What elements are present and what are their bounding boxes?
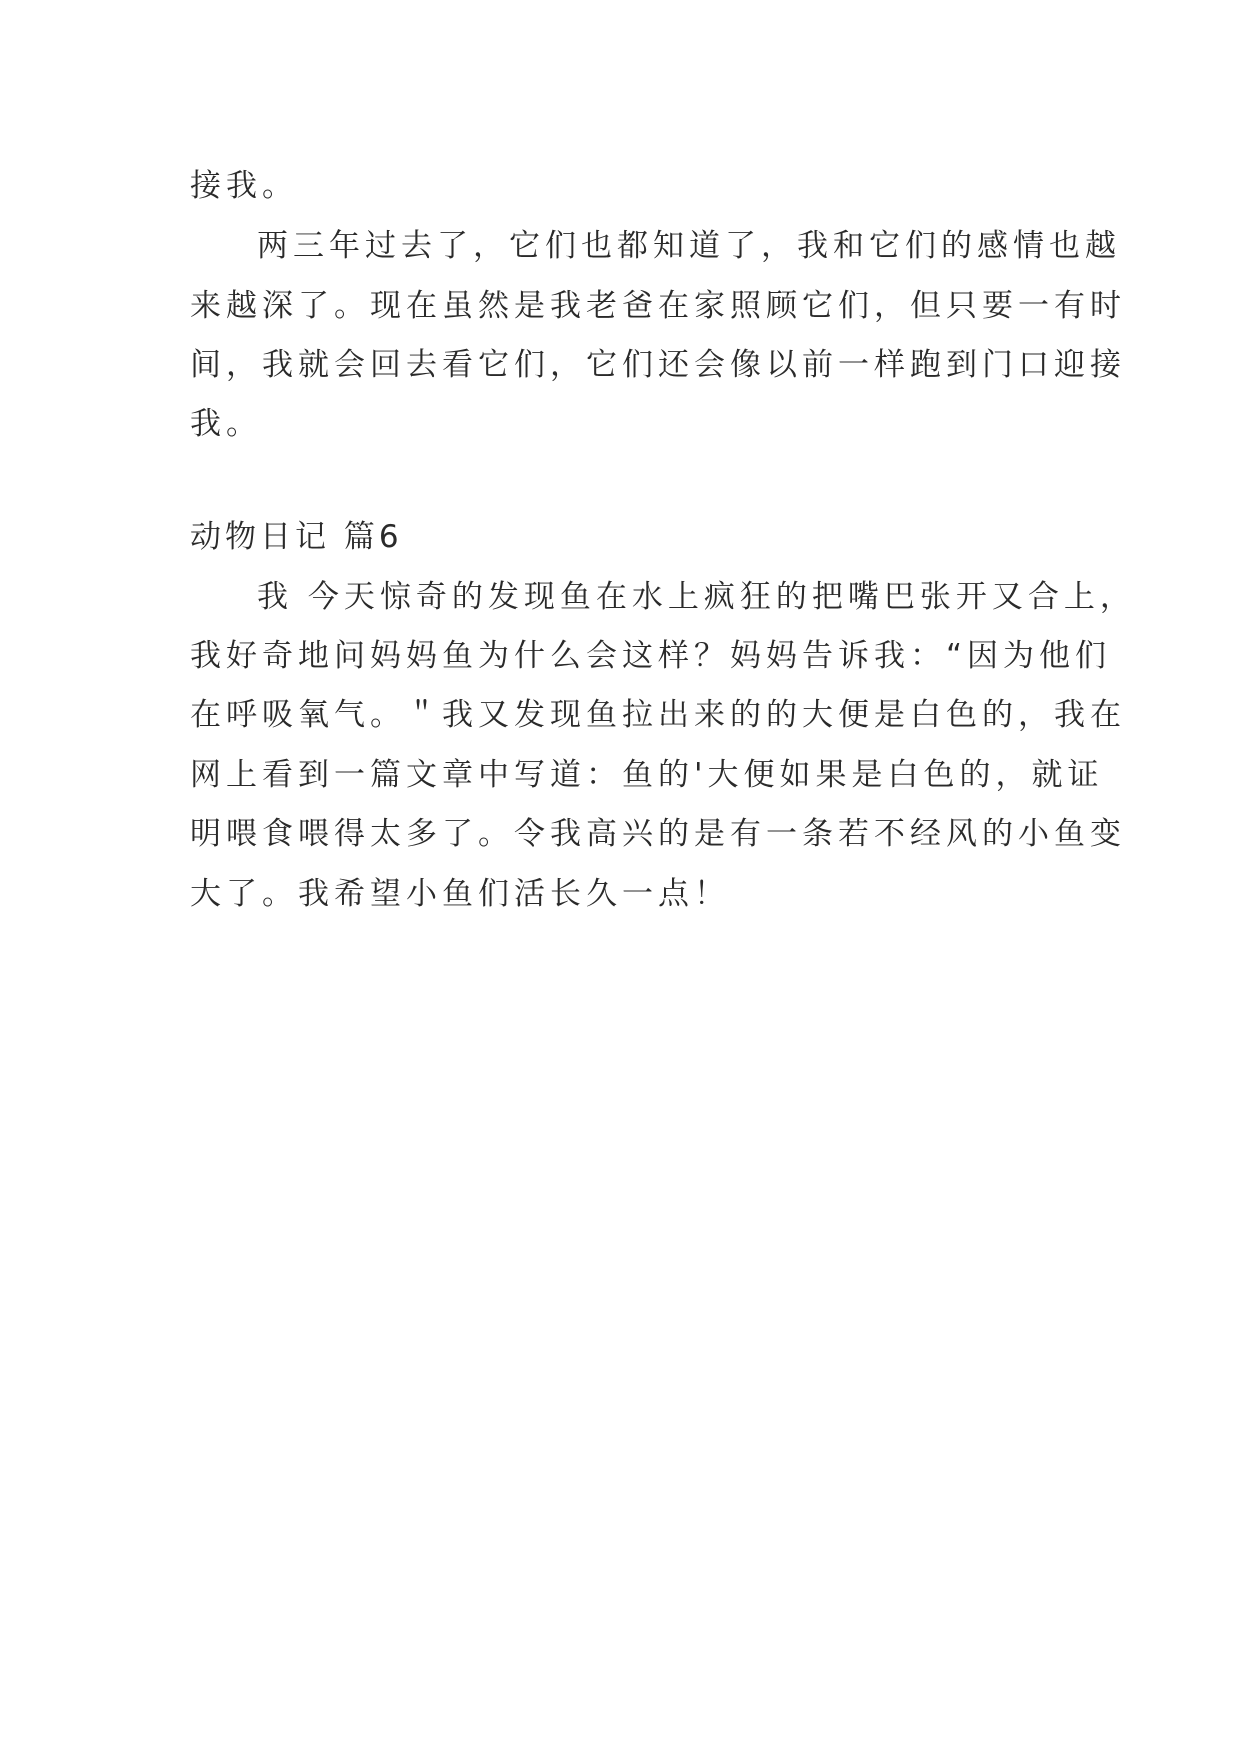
paragraph-tail-line: 接我。 [190,168,298,204]
paragraph-line: 明喂食喂得太多了。令我高兴的是有一条若不经风的小鱼变 [190,816,1126,852]
paragraph-line: 来越深了。现在虽然是我老爸在家照顾它们，但只要一有时 [190,288,1126,324]
paragraph-line: 在呼吸氧气。＂我又发现鱼拉出来的的大便是白色的，我在 [190,697,1126,733]
paragraph-line: 我。 [190,406,262,442]
paragraph-line: 间，我就会回去看它们，它们还会像以前一样跑到门口迎接 [190,347,1126,383]
paragraph-line: 我好奇地问妈妈鱼为什么会这样？妈妈告诉我：“因为他们 [190,638,1112,674]
paragraph-line: 网上看到一篇文章中写道：鱼的'大便如果是白色的，就证 [190,757,1104,793]
paragraph-line: 我 今天惊奇的发现鱼在水上疯狂的把嘴巴张开又合上， [257,579,1136,615]
paragraph-line: 大了。我希望小鱼们活长久一点！ [190,876,730,912]
section-title: 动物日记 篇6 [190,519,403,555]
paragraph-line: 两三年过去了，它们也都知道了，我和它们的感情也越 [257,228,1121,264]
